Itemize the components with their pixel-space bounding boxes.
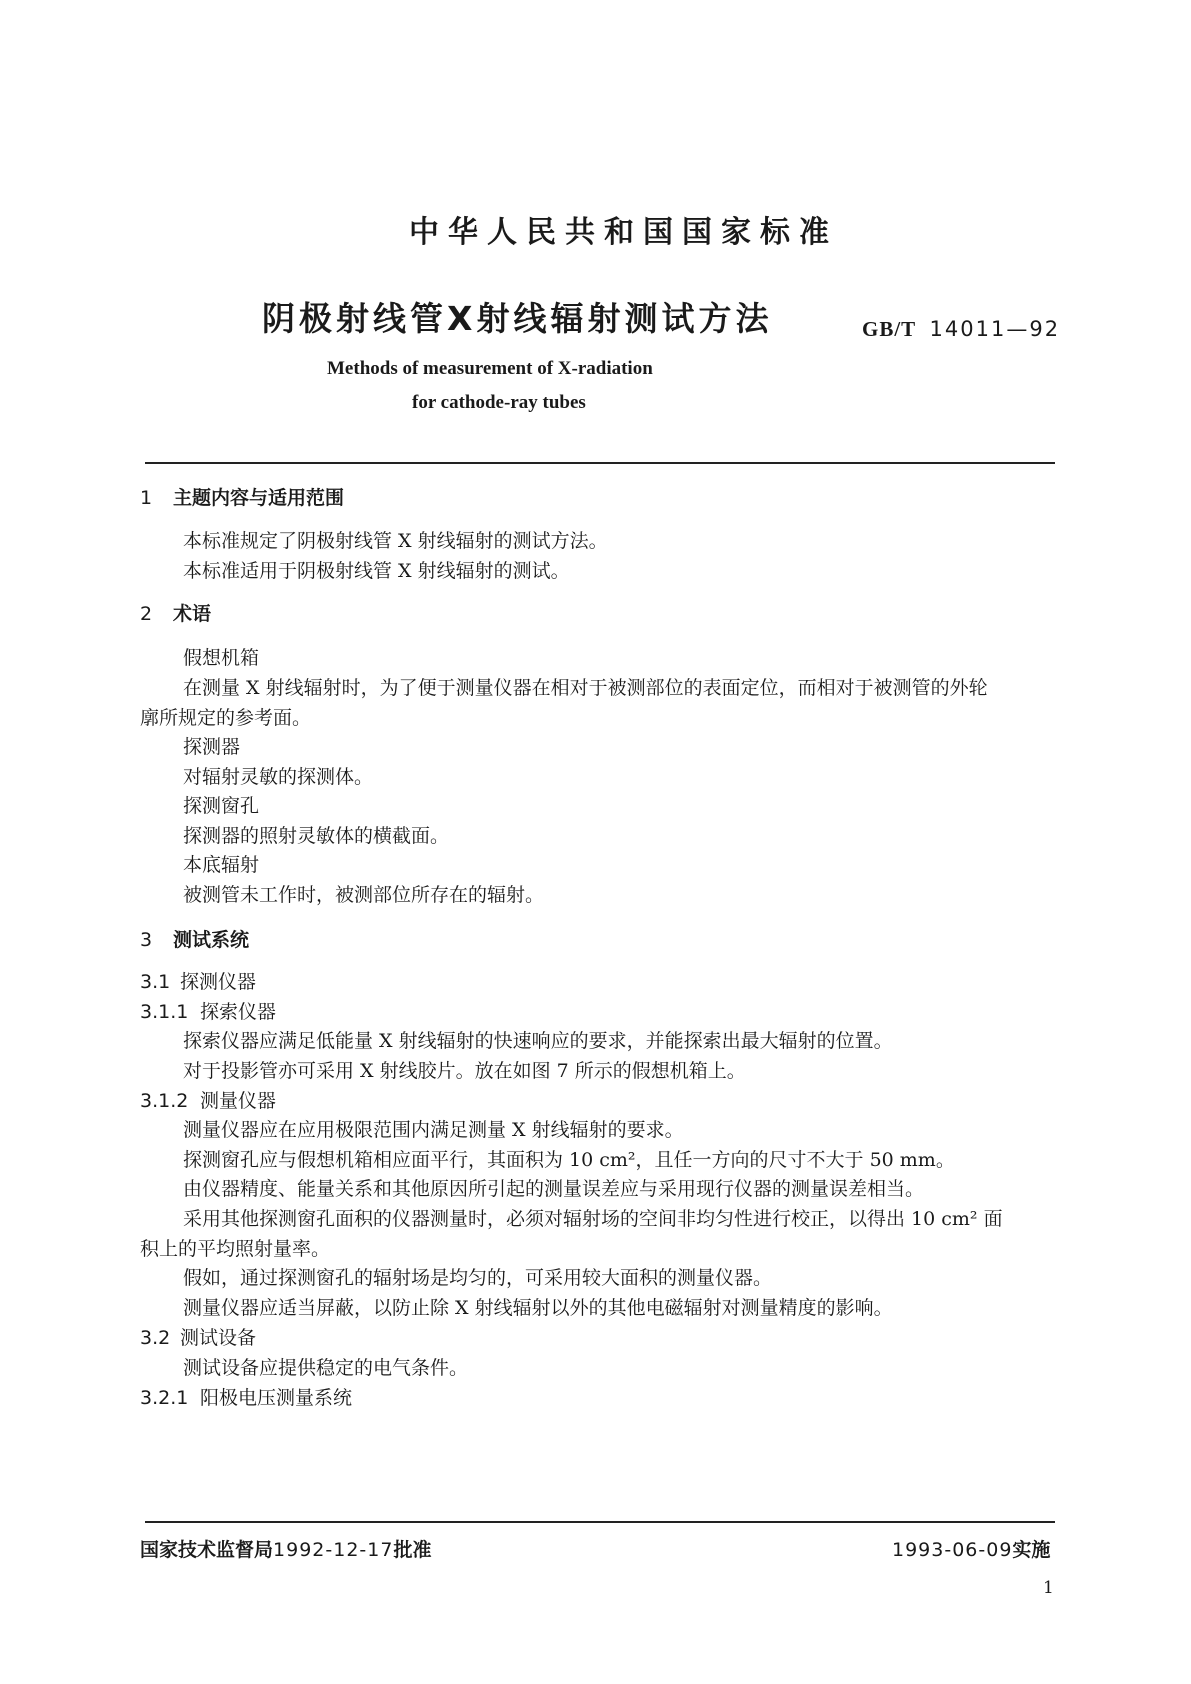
standard-number	[862, 317, 1060, 342]
term: 探测窗孔	[183, 795, 260, 817]
paragraph: 测试设备应提供稳定的电气条件。	[183, 1357, 469, 1379]
section-number: 1	[140, 487, 153, 509]
subsection-title: 测量仪器	[200, 1090, 277, 1112]
subsection-title: 探索仪器	[200, 1001, 277, 1023]
subsection-number: 3.1.1	[140, 1001, 189, 1023]
paragraph: 采用其他探测窗孔面积的仪器测量时，必须对辐射场的空间非均匀性进行校正，以得出 10 cm² 面	[183, 1208, 1003, 1230]
section-title: 主题内容与适用范围	[173, 487, 345, 509]
paragraph-continued: 积上的平均照射量率。	[140, 1238, 331, 1260]
paragraph: 假如，通过探测窗孔的辐射场是均匀的，可采用较大面积的测量仪器。	[183, 1267, 773, 1289]
term: 假想机箱	[183, 647, 260, 669]
subsection-number: 3.2	[140, 1327, 171, 1349]
subsection-title: 测试设备	[180, 1327, 257, 1349]
approval-org: 国家技术监督局	[140, 1539, 274, 1561]
subsection-3-1-2-heading	[140, 1086, 276, 1113]
english-title-line-1: Methods of measurement of X-radiation	[327, 358, 653, 379]
subsection-number: 3.1	[140, 971, 171, 993]
paragraph: 探索仪器应满足低能量 X 射线辐射的快速响应的要求，并能探索出最大辐射的位置。	[183, 1030, 893, 1052]
subsection-3-2-heading	[140, 1323, 256, 1350]
section-title: 测试系统	[173, 929, 250, 951]
section-1-heading	[140, 483, 344, 510]
section-number: 3	[140, 929, 153, 951]
header-divider	[145, 462, 1055, 464]
section-2-heading	[140, 599, 211, 626]
section-title: 术语	[173, 603, 212, 625]
paragraph: 探测窗孔应与假想机箱相应面平行，其面积为 10 cm²，且任一方向的尺寸不大于 50 mm。	[183, 1149, 955, 1171]
paragraph: 测量仪器应在应用极限范围内满足测量 X 射线辐射的要求。	[183, 1119, 684, 1141]
approval-date: 1992-12-17	[273, 1539, 394, 1561]
paragraph: 本标准规定了阴极射线管 X 射线辐射的测试方法。	[183, 530, 608, 552]
page-number: 1	[1043, 1578, 1054, 1598]
implementation-date: 1993-06-09	[892, 1539, 1013, 1561]
subsection-3-1-heading	[140, 967, 256, 994]
standard-prefix: GB/T	[862, 317, 917, 341]
paragraph: 本标准适用于阴极射线管 X 射线辐射的测试。	[183, 560, 570, 582]
term: 探测器	[183, 736, 241, 758]
subsection-title: 阳极电压测量系统	[200, 1387, 353, 1409]
standard-code: 14011—92	[929, 317, 1061, 341]
subsection-3-1-1-heading	[140, 997, 276, 1024]
definition: 对辐射灵敏的探测体。	[183, 766, 374, 788]
subsection-number: 3.2.1	[140, 1387, 189, 1409]
section-number: 2	[140, 603, 153, 625]
paragraph: 对于投影管亦可采用 X 射线胶片。放在如图 7 所示的假想机箱上。	[183, 1060, 746, 1082]
subsection-number: 3.1.2	[140, 1090, 189, 1112]
section-3-heading	[140, 925, 249, 952]
page-title: 阴极射线管X射线辐射测试方法	[262, 299, 773, 338]
national-standard-heading: 中华人民共和国国家标准	[409, 215, 838, 250]
term: 本底辐射	[183, 854, 260, 876]
english-title-line-2: for cathode-ray tubes	[412, 392, 586, 413]
approval-line	[140, 1535, 431, 1562]
subsection-title: 探测仪器	[180, 971, 257, 993]
definition-continued: 廓所规定的参考面。	[140, 707, 312, 729]
footer-divider	[145, 1521, 1055, 1523]
definition: 在测量 X 射线辐射时，为了便于测量仪器在相对于被测部位的表面定位，而相对于被测管的外轮	[183, 677, 988, 699]
paragraph: 测量仪器应适当屏蔽，以防止除 X 射线辐射以外的其他电磁辐射对测量精度的影响。	[183, 1297, 893, 1319]
approval-word: 批准	[393, 1539, 432, 1561]
definition: 探测器的照射灵敏体的横截面。	[183, 825, 450, 847]
definition: 被测管未工作时，被测部位所存在的辐射。	[183, 884, 545, 906]
subsection-3-2-1-heading	[140, 1383, 352, 1410]
implementation-line	[892, 1535, 1050, 1562]
paragraph: 由仪器精度、能量关系和其他原因所引起的测量误差应与采用现行仪器的测量误差相当。	[183, 1178, 925, 1200]
implementation-word: 实施	[1012, 1539, 1051, 1561]
